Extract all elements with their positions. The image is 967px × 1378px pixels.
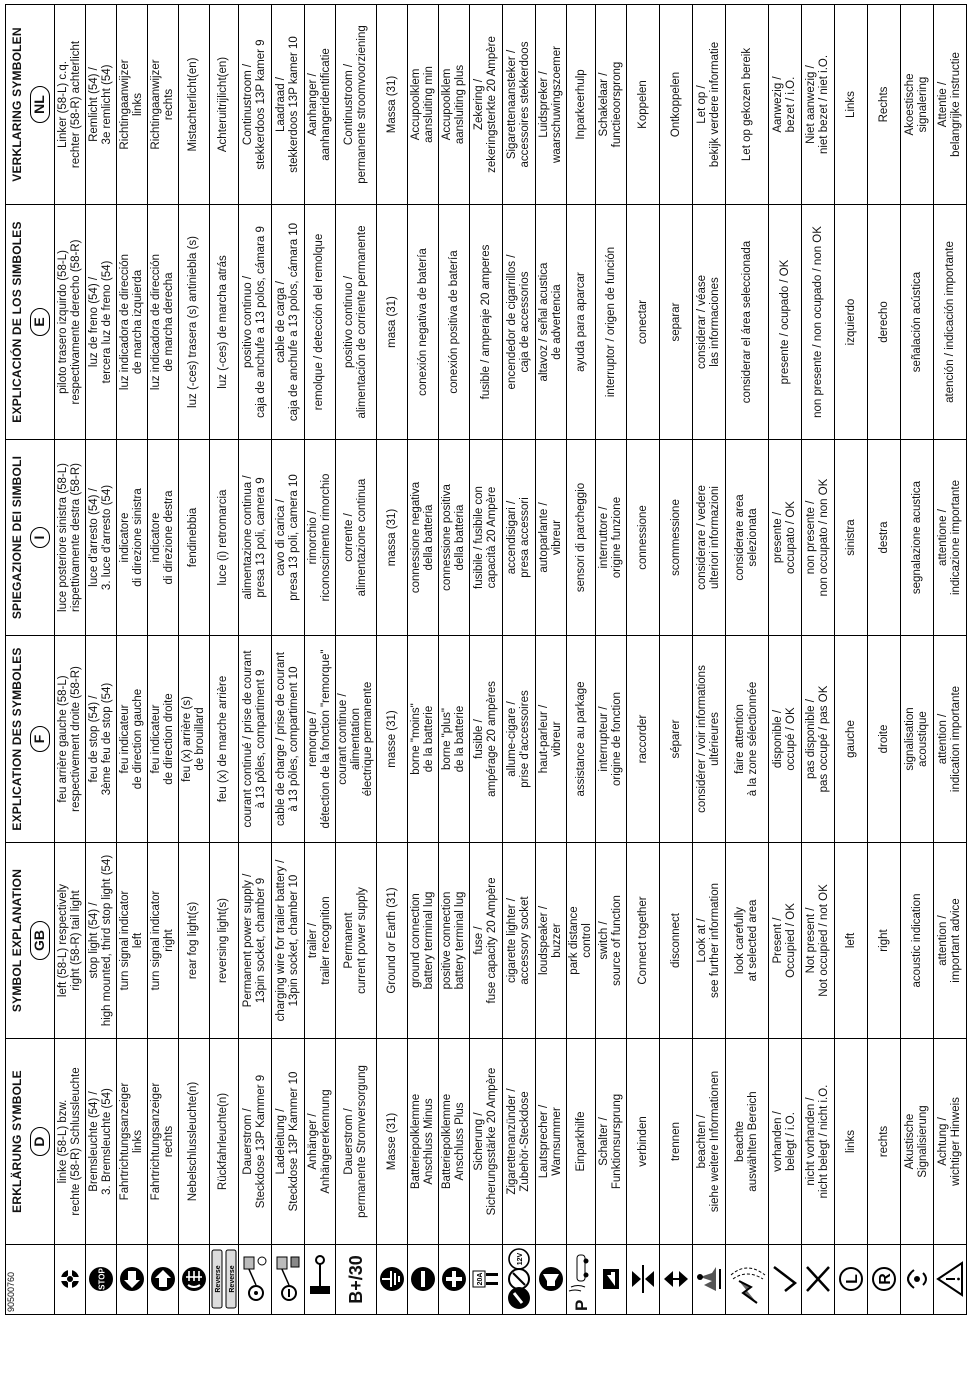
- cell-d: Fahrtrichtungsanzeiger rechts: [147, 1039, 178, 1245]
- cell-gb: switch / source of function: [596, 843, 627, 1039]
- cell-gb: cigarette lighter / accessory socket: [503, 843, 536, 1039]
- cell-i: destra: [868, 440, 901, 636]
- cell-f: feu indicateur de direction droite: [147, 636, 178, 843]
- cell-d: Anhänger / Anhängererkennung: [304, 1039, 335, 1245]
- cell-gb: attention / important advice: [934, 843, 967, 1039]
- header-e: [6, 205, 55, 440]
- cell-nl: Accupoolklem aansluiting plus: [439, 5, 470, 205]
- cell-gb: turn signal indicator right: [147, 843, 178, 1039]
- cell-gb: acoustic indication: [901, 843, 934, 1039]
- header-i: [6, 440, 55, 636]
- cell-nl: Koppelen: [627, 5, 660, 205]
- cell-gb: right: [868, 843, 901, 1039]
- header-title: EXPLICATION DES SYMBOLES: [10, 647, 24, 831]
- cell-d: Akustische Signalisierung: [901, 1039, 934, 1245]
- socket-chamber-9-icon: [238, 1245, 271, 1315]
- table-row: [693, 5, 726, 1315]
- cell-i: scommessione: [660, 440, 693, 636]
- cell-nl: Let op gekozen bereik: [726, 5, 769, 205]
- svg-text:Reverse: Reverse: [214, 1265, 222, 1294]
- cell-e: remolque / detección del remolque: [304, 205, 335, 440]
- table-row: [868, 5, 901, 1315]
- cell-i: alimentazione continua / presa 13 poli, camera 9: [238, 440, 271, 636]
- check-mark-icon: [769, 1245, 802, 1315]
- cell-nl: Niet aanwezig / niet bezet / niet i.O.: [802, 5, 835, 205]
- cell-d: nicht vorhanden / nicht belegt / nicht i.O.: [802, 1039, 835, 1245]
- cell-d: Dauerstrom / Steckdose 13P Kammer 9: [238, 1039, 271, 1245]
- table-row: [802, 5, 835, 1315]
- cell-gb: Connect together: [627, 843, 660, 1039]
- cell-d: rechts: [868, 1039, 901, 1245]
- loudspeaker-icon: [536, 1245, 567, 1315]
- cell-e: piloto trasero izquirdo (58-L) respectivamente derecho (58-R): [54, 205, 85, 440]
- rear-fog-light-icon: [178, 1245, 209, 1315]
- cell-gb: loudspeaker / buzzer: [536, 843, 567, 1039]
- cell-d: linke (58-L) bzw. rechte (58-R) Schlussleuchte: [54, 1039, 85, 1245]
- cell-nl: Attentie / belangrijke instructie: [934, 5, 967, 205]
- cell-nl: Sigarettenaansteker / accessoires stekkerdoos: [503, 5, 536, 205]
- table-row: [627, 5, 660, 1315]
- cell-f: feu indicateur de direction gauche: [116, 636, 147, 843]
- header-title: VERKLARING SYMBOLEN: [10, 27, 24, 182]
- turn-left-icon: [116, 1245, 147, 1315]
- table-row: [439, 5, 470, 1315]
- ground-icon: [377, 1245, 408, 1315]
- reversing-light-icon: [209, 1245, 238, 1315]
- cross-mark-icon: [802, 1245, 835, 1315]
- cell-e: luz indicadora de dirección de marcha izquierda: [116, 205, 147, 440]
- cell-nl: Links: [835, 5, 868, 205]
- cell-gb: Ground or Earth (31): [377, 843, 408, 1039]
- cell-f: remorque / détection de la fonction "remorque": [304, 636, 335, 843]
- cell-nl: Accupoolklem aansluiting min: [408, 5, 439, 205]
- cell-gb: stop light (54) / high mounted, third stop light (54): [85, 843, 116, 1039]
- table-row: [934, 5, 967, 1315]
- cell-gb: Look at / see further information: [693, 843, 726, 1039]
- cell-gb: left: [835, 843, 868, 1039]
- cell-i: connessione negativa della batteria: [408, 440, 439, 636]
- cell-nl: Linker (58-L) c.q. rechter (58-R) achterlicht: [54, 5, 85, 205]
- cell-e: derecho: [868, 205, 901, 440]
- header-d: [6, 1039, 55, 1245]
- cell-nl: Aanwezig / bezet / i.O.: [769, 5, 802, 205]
- cell-d: Lautsprecher / Warnsummer: [536, 1039, 567, 1245]
- cigarette-lighter-icon: [503, 1245, 536, 1315]
- warning-triangle-icon: [934, 1245, 967, 1315]
- table-row: [567, 5, 596, 1315]
- cell-f: faire attention à la zone sélectionnée: [726, 636, 769, 843]
- cell-d: Fahrtrichtungsanzeiger links: [116, 1039, 147, 1245]
- cell-gb: charging wire for trailer battery / 13pin socket, chamber 10: [271, 843, 304, 1039]
- cell-d: links: [835, 1039, 868, 1245]
- table-row: [147, 5, 178, 1315]
- cell-i: segnalazione acustica: [901, 440, 934, 636]
- cell-f: séparer: [660, 636, 693, 843]
- cell-nl: Continustroom / stekkerdoos 13P kamer 9: [238, 5, 271, 205]
- cell-i: rimorchio / riconoscimento rimorchio: [304, 440, 335, 636]
- cell-i: cavo di carica / presa 13 poli, camera 10: [271, 440, 304, 636]
- table-row: [596, 5, 627, 1315]
- cell-f: borne "plus" de la batterie: [439, 636, 470, 843]
- cell-e: conectar: [627, 205, 660, 440]
- svg-text:R: R: [877, 1273, 895, 1286]
- connect-icon: [627, 1245, 660, 1315]
- right-r-icon: [868, 1245, 901, 1315]
- cell-nl: Ontkoppelen: [660, 5, 693, 205]
- cell-f: raccorder: [627, 636, 660, 843]
- cell-i: sensori di parcheggio: [567, 440, 596, 636]
- cell-i: luce (i) retromarcia: [209, 440, 238, 636]
- tail-light-icon: [54, 1245, 85, 1315]
- cell-i: indicatore di direzione sinistra: [116, 440, 147, 636]
- cell-e: presente / ocupado / OK: [769, 205, 802, 440]
- cell-gb: positive connection battery terminal lug: [439, 843, 470, 1039]
- svg-text:L: L: [844, 1274, 862, 1285]
- turn-right-icon: [147, 1245, 178, 1315]
- fuse-icon: [470, 1245, 503, 1315]
- header-title: EXPLICACIÓN DE LOS SIMBOLES: [10, 221, 24, 423]
- language-badge: I: [30, 527, 50, 549]
- b30-label: B+/30: [335, 1245, 377, 1315]
- cell-f: feu (x) de marche arrière: [209, 636, 238, 843]
- language-badge: E: [30, 308, 50, 335]
- cell-nl: Massa (31): [377, 5, 408, 205]
- table-row: [85, 5, 116, 1315]
- cell-d: Masse (31): [377, 1039, 408, 1245]
- svg-text:20A: 20A: [477, 1273, 485, 1286]
- cell-f: considérer / voir informations ultérieures: [693, 636, 726, 843]
- cell-nl: Mistachterlicht(en): [178, 5, 209, 205]
- cell-nl: Richtingaanwijzer rechts: [147, 5, 178, 205]
- table-row: [116, 5, 147, 1315]
- cell-e: luz (-ces) trasera (s) antiniebla (s): [178, 205, 209, 440]
- cell-e: encendedor de cigarrillos / caja de accessorios: [503, 205, 536, 440]
- cell-nl: Inparkeerhulp: [567, 5, 596, 205]
- cell-i: non presente / non occupato / non OK: [802, 440, 835, 636]
- cell-e: altavoz / señal acustica de advertencia: [536, 205, 567, 440]
- cell-f: feu (x) arrière (s) de brouillard: [178, 636, 209, 843]
- cell-f: disponible / occupé / OK: [769, 636, 802, 843]
- cell-f: pas disponible / pas occupé / pas OK: [802, 636, 835, 843]
- cell-i: autoparlante / vibreur: [536, 440, 567, 636]
- cell-gb: trailer / trailer recognition: [304, 843, 335, 1039]
- cell-gb: Present / Occupied / OK: [769, 843, 802, 1039]
- cell-e: luz de freno (54) / tercera luz de freno (54): [85, 205, 116, 440]
- header-title: SYMBOL EXPLANATION: [10, 868, 24, 1013]
- cell-i: fendinebbia: [178, 440, 209, 636]
- cell-i: attentione / indicazione importante: [934, 440, 967, 636]
- cell-f: courant continue / alimentation électrique permanente: [335, 636, 377, 843]
- table-row: [271, 5, 304, 1315]
- svg-text:12V: 12V: [517, 1252, 525, 1266]
- cell-gb: park distance control: [567, 843, 596, 1039]
- cell-nl: Laadraad / stekkerdoos 13P kamer 10: [271, 5, 304, 205]
- cell-gb: left (58-L) respectively right (58-R) tail light: [54, 843, 85, 1039]
- cell-e: conexión negativa de batería: [408, 205, 439, 440]
- cell-f: interrupteur / origine de fonction: [596, 636, 627, 843]
- battery-minus-icon: [408, 1245, 439, 1315]
- cell-e: interruptor / origen de función: [596, 205, 627, 440]
- cell-d: Rückfahrleuchte(n): [209, 1039, 238, 1245]
- cell-nl: Luidspreker / waarschuwingszoemer: [536, 5, 567, 205]
- cell-i: accendisigari / presa accessori: [503, 440, 536, 636]
- cell-i: connessione positiva della batteria: [439, 440, 470, 636]
- cell-i: luce posteriore sinistra (58-L) rispettivamente destra (58-R): [54, 440, 85, 636]
- cell-d: Batteriepolklemme Anschluss Plus: [439, 1039, 470, 1245]
- cell-gb: Permanent current power supply: [335, 843, 377, 1039]
- cell-e: non presente / non ocupado / non OK: [802, 205, 835, 440]
- cell-d: trennen: [660, 1039, 693, 1245]
- header-nl: [6, 5, 55, 205]
- cell-f: borne "moins" de la batterie: [408, 636, 439, 843]
- cell-nl: Continustroom / permanente stroomvoorziening: [335, 5, 377, 205]
- cell-i: sinistra: [835, 440, 868, 636]
- svg-text:Reverse: Reverse: [228, 1265, 236, 1294]
- cell-f: cable de charge / prise de courant à 13 pôles, compartiment 10: [271, 636, 304, 843]
- table-row: [335, 5, 377, 1315]
- document-code: 90500760: [6, 1271, 16, 1312]
- acoustic-signal-icon: [901, 1245, 934, 1315]
- cell-gb: rear fog light(s): [178, 843, 209, 1039]
- switch-icon: [596, 1245, 627, 1315]
- language-badge: NL: [30, 86, 50, 123]
- cell-i: indicatore di direzione destra: [147, 440, 178, 636]
- table-row: [178, 5, 209, 1315]
- cell-i: massa (31): [377, 440, 408, 636]
- table-row: [536, 5, 567, 1315]
- cell-i: interruttore / origine funzione: [596, 440, 627, 636]
- cell-d: Bremsleuchte (54) / 3. Bremsleuchte (54): [85, 1039, 116, 1245]
- cell-e: luz indicadora de dirección de marcha derecha: [147, 205, 178, 440]
- cell-f: feu de stop (54) / 3ème feu de stop (54): [85, 636, 116, 843]
- cell-e: considerar el área seleccionada: [726, 205, 769, 440]
- cell-i: connessione: [627, 440, 660, 636]
- svg-text:STOP: STOP: [97, 1268, 107, 1291]
- cell-i: fusibile / fusibile con capacità 20 Ampère: [470, 440, 503, 636]
- cell-d: verbinden: [627, 1039, 660, 1245]
- cell-e: ayuda para aparcar: [567, 205, 596, 440]
- battery-plus-icon: [439, 1245, 470, 1315]
- cell-nl: Richtingaanwijzer links: [116, 5, 147, 205]
- cell-nl: Remlicht (54) / 3e remlicht (54): [85, 5, 116, 205]
- cell-d: Ladeleitung / Steckdose 13P Kammer 10: [271, 1039, 304, 1245]
- cell-d: Schalter / Funktionsursprung: [596, 1039, 627, 1245]
- cell-e: fusible / amperaje 20 amperes: [470, 205, 503, 440]
- cell-i: corrente / alimentazione continua: [335, 440, 377, 636]
- cell-e: positivo continuo / alimentación de corriente permanente: [335, 205, 377, 440]
- table-row: [470, 5, 503, 1315]
- cell-d: Dauerstrom / permanente Stromversorgung: [335, 1039, 377, 1245]
- table-row: [835, 5, 868, 1315]
- cell-d: beachten / siehe weitere Informationen: [693, 1039, 726, 1245]
- cell-gb: reversing light(s): [209, 843, 238, 1039]
- cell-e: señalación acústica: [901, 205, 934, 440]
- table-row: [238, 5, 271, 1315]
- cell-e: izquierdo: [835, 205, 868, 440]
- table-row: [726, 5, 769, 1315]
- cell-gb: Permanent power supply / 13pin socket, chamber 9: [238, 843, 271, 1039]
- symbol-rows: [54, 5, 966, 1315]
- table-row: [304, 5, 335, 1315]
- cell-gb: turn signal indicator left: [116, 843, 147, 1039]
- cell-d: Zigarettenanzünder / Zubehör-Steckdose: [503, 1039, 536, 1245]
- cell-nl: Schakelaar / functieoorsprong: [596, 5, 627, 205]
- cell-e: luz (-ces) de marcha atrás: [209, 205, 238, 440]
- cell-f: fusible / ampérage 20 ampères: [470, 636, 503, 843]
- table-row: [408, 5, 439, 1315]
- header-gb: [6, 843, 55, 1039]
- cell-e: masa (31): [377, 205, 408, 440]
- cell-d: Batteriepolklemme Anschluss Minus: [408, 1039, 439, 1245]
- cell-e: positivo continuo / caja de anchufe a 13 polos, cámara 9: [238, 205, 271, 440]
- header-title: SPIEGAZIONE DEI SIMBOLI: [10, 455, 24, 620]
- cell-gb: fuse / fuse capacity 20 Ampère: [470, 843, 503, 1039]
- cell-f: feu arrière gauche (58-L) respectivement droite (58-R): [54, 636, 85, 843]
- symbol-table: [5, 4, 967, 1315]
- cell-d: Einparkhilfe: [567, 1039, 596, 1245]
- cell-nl: Rechts: [868, 5, 901, 205]
- table-row: [769, 5, 802, 1315]
- cell-gb: disconnect: [660, 843, 693, 1039]
- cell-nl: Zekering / zekeringsterkte 20 Ampère: [470, 5, 503, 205]
- cell-f: allume-cigare / prise d'accessoires: [503, 636, 536, 843]
- cell-nl: Aanhanger / aanhangeridentificatie: [304, 5, 335, 205]
- left-l-icon: [835, 1245, 868, 1315]
- cell-d: Sicherung / Sicherungsstärke 20 Ampère: [470, 1039, 503, 1245]
- table-row: [901, 5, 934, 1315]
- language-badge: GB: [30, 921, 50, 960]
- disconnect-icon: [660, 1245, 693, 1315]
- header-row: [6, 5, 55, 1315]
- rotated-table-container: [5, 5, 963, 1315]
- cell-gb: ground connection battery terminal lug: [408, 843, 439, 1039]
- table-row: [54, 5, 85, 1315]
- cell-e: conexión positiva de batería: [439, 205, 470, 440]
- cell-d: vorhanden / belegt / i.O.: [769, 1039, 802, 1245]
- socket-chamber-10-icon: [271, 1245, 304, 1315]
- cell-f: signalisation acoustique: [901, 636, 934, 843]
- cell-f: attention / indication importante: [934, 636, 967, 843]
- cell-nl: Let op / bekijk verdere informatie: [693, 5, 726, 205]
- header-f: [6, 636, 55, 843]
- cell-e: cable de carga / caja de anchufe a 13 polos, cámara 10: [271, 205, 304, 440]
- language-badge: D: [30, 1127, 50, 1155]
- cell-d: beachte auswählten Bereich: [726, 1039, 769, 1245]
- cell-f: assistance au parkage: [567, 636, 596, 843]
- cell-i: luce d'arresto (54) / 3. luce d'arresto (54): [85, 440, 116, 636]
- cell-i: presente / occupato / OK: [769, 440, 802, 636]
- cell-i: considerare / vedere ulteriori informazioni: [693, 440, 726, 636]
- cell-e: considerar / véase las informaciones: [693, 205, 726, 440]
- table-row: [660, 5, 693, 1315]
- cell-f: droite: [868, 636, 901, 843]
- language-badge: F: [30, 726, 50, 753]
- cell-f: haut-parleur / vibreur: [536, 636, 567, 843]
- cell-f: courant continué / prise de courant à 13 pôles, compartiment 9: [238, 636, 271, 843]
- table-row: [209, 5, 238, 1315]
- cell-nl: Achteruitrijlicht(en): [209, 5, 238, 205]
- cell-gb: look carefully at selected area: [726, 843, 769, 1039]
- cell-e: separar: [660, 205, 693, 440]
- cell-f: masse (31): [377, 636, 408, 843]
- selected-area-icon: [726, 1245, 769, 1315]
- park-assist-icon: P: [567, 1245, 596, 1315]
- cell-f: gauche: [835, 636, 868, 843]
- cell-gb: Not present / Not occupied / not OK: [802, 843, 835, 1039]
- stop-light-icon: [85, 1245, 116, 1315]
- cell-d: Nebelschlussleuchte(n): [178, 1039, 209, 1245]
- cell-nl: Akoestische signalering: [901, 5, 934, 205]
- header-title: ERKLÄRUNG SYMBOLE: [10, 1070, 24, 1213]
- look-at-icon: [693, 1245, 726, 1315]
- cell-e: atención / indicación importante: [934, 205, 967, 440]
- trailer-hitch-icon: [304, 1245, 335, 1315]
- table-row: [377, 5, 408, 1315]
- table-row: [503, 5, 536, 1315]
- cell-d: Achtung / wichtiger Hinweis: [934, 1039, 967, 1245]
- cell-i: considerare area selezionata: [726, 440, 769, 636]
